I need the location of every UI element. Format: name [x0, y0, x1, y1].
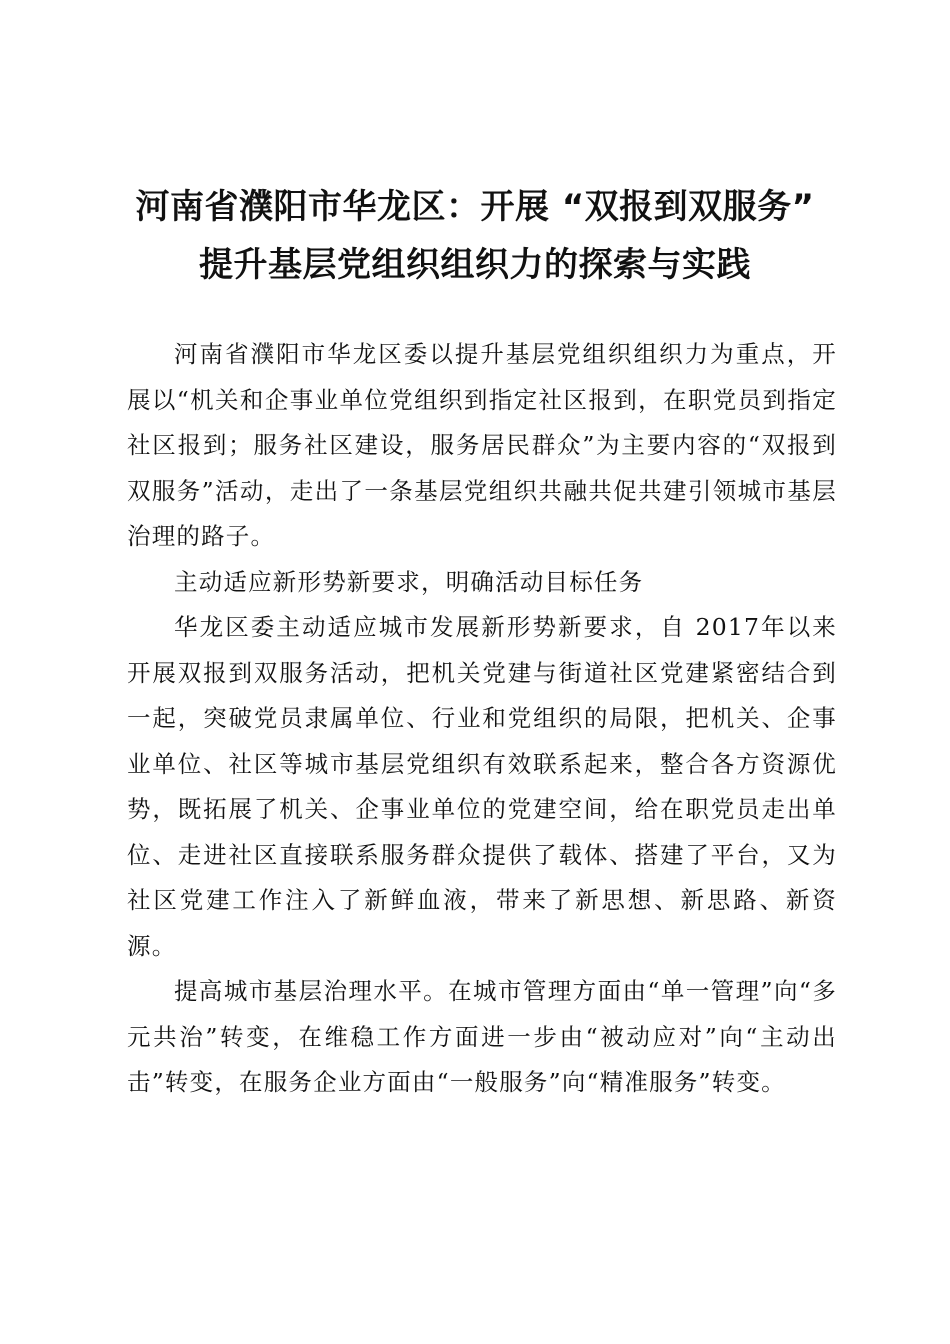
document-body — [127, 332, 837, 1106]
title-line-1: 河南省濮阳市华龙区：开展 “双报到双服务” — [135, 187, 815, 227]
paragraph-activity: 华龙区委主动适应城市发展新形势新要求，自 2017年以来开展双报到双服务活动，把机关党建与街道社区党建紧密结合到一起，突破党员隶属单位、行业和党组织的局限，把机关、企事业单位、社区等城市基层党组织有效联系起来，整合各方资源优势，既拓展了机关、企事业单位的党建空间，给在职党员走出单位、走进社区直接联系服务群众提供了载体、搭建了平台，又为社区党建工作注入了新鲜血液，带来了新思想、新思路、新资源。 — [127, 613, 837, 960]
section-heading: 主动适应新形势新要求，明确活动目标任务 — [174, 567, 644, 596]
paragraph-intro: 河南省濮阳市华龙区委以提升基层党组织组织力为重点，开展以“机关和企事业单位党组织到指定社区报到，在职党员到指定社区报到；服务社区建设，服务居民群众”为主要内容的“双报到双服务”活动，走出了一条基层党组织共融共促共建引领城市基层治理的路子。 — [127, 340, 837, 550]
title-line-2: 提升基层党组织组织力的探索与实践 — [199, 245, 751, 285]
document-title — [120, 178, 830, 294]
paragraph-governance: 提高城市基层治理水平。在城市管理方面由“单一管理”向“多元共治”转变，在维稳工作方面进一步由“被动应对”向“主动出击”转变，在服务企业方面由“一般服务”向“精准服务”转变。 — [127, 977, 837, 1096]
